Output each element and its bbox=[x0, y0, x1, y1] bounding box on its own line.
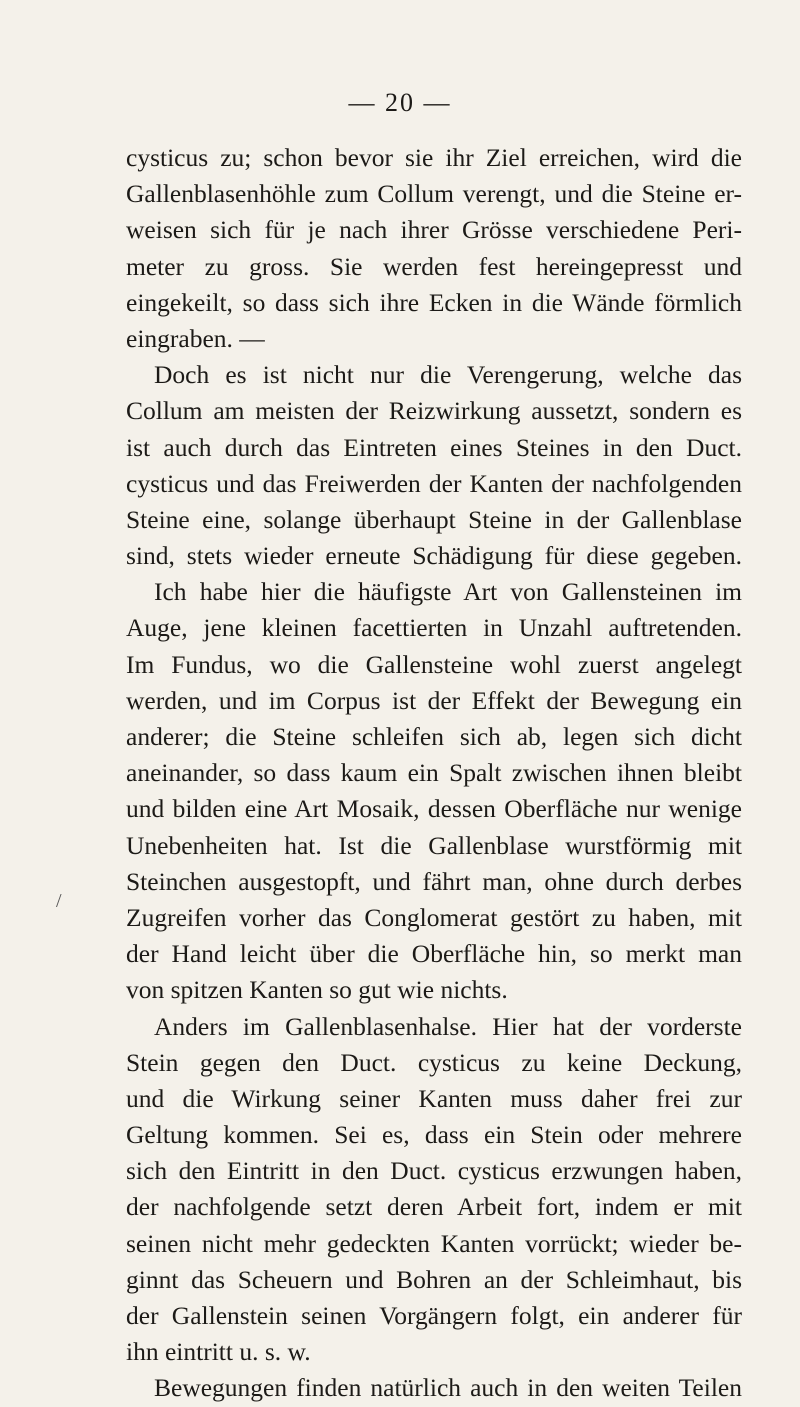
text-line: Auge, jene kleinen facettierten in Unzahl auftretenden. bbox=[126, 613, 742, 643]
text-line: anderer; die Steine schleifen sich ab, legen sich dicht bbox=[126, 722, 742, 751]
text-line: meter zu gross. Sie werden fest hereingepresst und bbox=[126, 251, 742, 281]
text-line: Bewegungen finden natürlich auch in den weiten Teilen bbox=[154, 1373, 742, 1403]
text-line: der nachfolgende setzt deren Arbeit fort, indem er mit bbox=[126, 1192, 742, 1222]
page-number: — 20 — bbox=[348, 88, 452, 117]
text-line: aneinander, so dass kaum ein Spalt zwischen ihnen bleibt bbox=[126, 758, 742, 788]
text-line: Gallenblasenhöhle zum Collum verengt, und die Steine er- bbox=[126, 179, 742, 209]
body-text bbox=[126, 140, 742, 1407]
text-line: ist auch durch das Eintreten eines Steines in den Duct. bbox=[126, 432, 742, 462]
text-line: Collum am meisten der Reizwirkung aussetzt, sondern es bbox=[126, 396, 742, 426]
margin-mark: / bbox=[56, 890, 62, 912]
text-line: Im Fundus, wo die Gallensteine wohl zuerst angelegt bbox=[126, 649, 742, 679]
text-line: Steine eine, solange überhaupt Steine in der Gallenblase bbox=[126, 504, 742, 534]
text-line: Steinchen ausgestopft, und fährt man, ohne durch derbes bbox=[126, 866, 742, 896]
text-line: werden, und im Corpus ist der Effekt der Bewegung ein bbox=[126, 685, 742, 715]
text-line: sich den Eintritt in den Duct. cysticus erzwungen haben, bbox=[126, 1156, 742, 1186]
text-line: der Hand leicht über die Oberfläche hin, so merkt man bbox=[126, 939, 742, 969]
text-line: cysticus und das Freiwerden der Kanten der nachfolgenden bbox=[126, 468, 742, 498]
text-line: von spitzen Kanten so gut wie nichts. bbox=[126, 975, 508, 1005]
text-line: Ich habe hier die häufigste Art von Gallensteinen im bbox=[154, 577, 742, 607]
text-line: Geltung kommen. Sei es, dass ein Stein oder mehrere bbox=[126, 1120, 742, 1150]
text-line: und bilden eine Art Mosaik, dessen Oberfläche nur wenige bbox=[126, 794, 742, 824]
text-line: und die Wirkung seiner Kanten muss daher frei zur bbox=[126, 1083, 742, 1113]
text-line: Unebenheiten hat. Ist die Gallenblase wurstförmig mit bbox=[126, 830, 742, 860]
text-line: seinen nicht mehr gedeckten Kanten vorrückt; wieder be- bbox=[126, 1228, 742, 1258]
text-line: ihn eintritt u. s. w. bbox=[126, 1337, 311, 1367]
text-line: weisen sich für je nach ihrer Grösse verschiedene Peri- bbox=[126, 215, 742, 245]
text-line: sind, stets wieder erneute Schädigung für diese gegeben. bbox=[126, 541, 742, 571]
text-line: ginnt das Scheuern und Bohren an der Schleimhaut, bis bbox=[126, 1264, 742, 1294]
text-line: Doch es ist nicht nur die Verengerung, welche das bbox=[154, 360, 742, 390]
text-line: eingekeilt, so dass sich ihre Ecken in die Wände förmlich bbox=[126, 287, 742, 317]
text-line: cysticus zu; schon bevor sie ihr Ziel erreichen, wird die bbox=[126, 143, 742, 172]
text-line: Zugreifen vorher das Conglomerat gestört zu haben, mit bbox=[126, 902, 742, 932]
text-line: Stein gegen den Duct. cysticus zu keine Deckung, bbox=[126, 1047, 742, 1077]
text-line: der Gallenstein seinen Vorgängern folgt, ein anderer für bbox=[126, 1301, 742, 1330]
text-line: eingraben. — bbox=[126, 323, 265, 353]
text-line: Anders im Gallenblasenhalse. Hier hat der vorderste bbox=[154, 1011, 742, 1041]
